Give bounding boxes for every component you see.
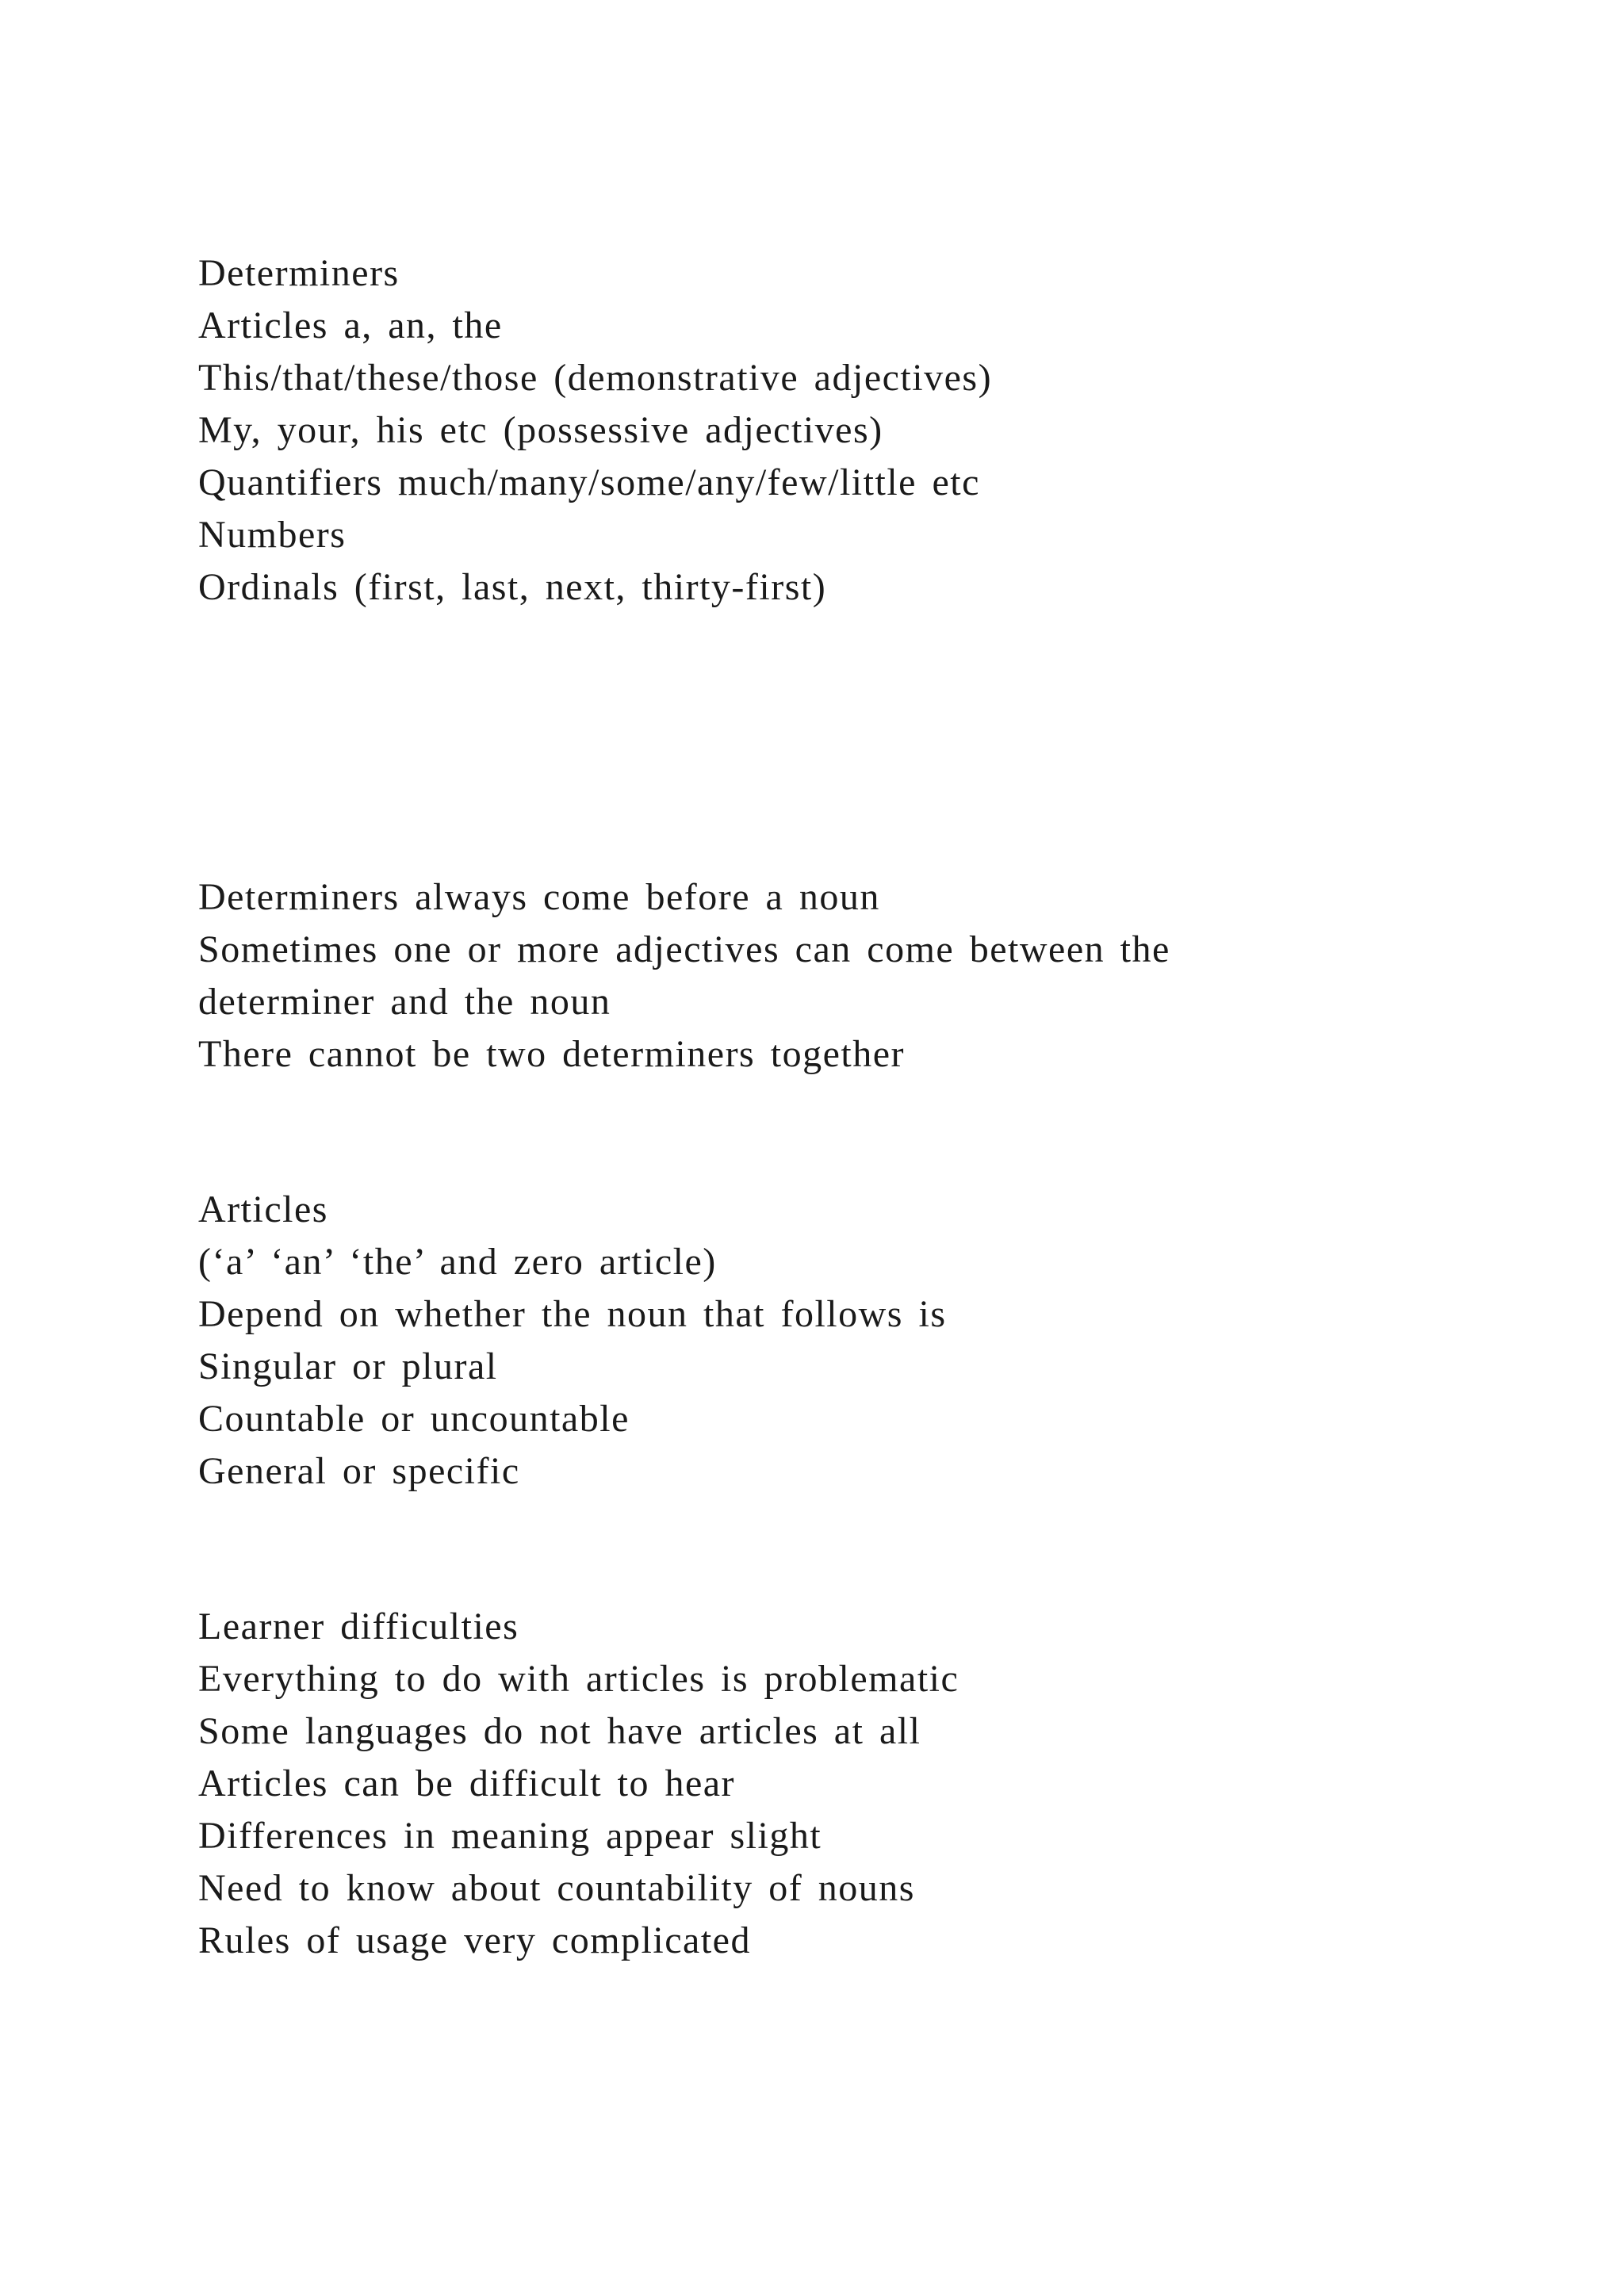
text-line: Countable or uncountable bbox=[198, 1398, 630, 1440]
text-line: Numbers bbox=[198, 514, 347, 556]
section-heading-learner-difficulties: Learner difficulties bbox=[198, 1605, 519, 1647]
text-line: My, your, his etc (possessive adjectives) bbox=[198, 409, 883, 451]
section-heading-articles: Articles bbox=[198, 1188, 328, 1230]
text-line: Depend on whether the noun that follows is bbox=[198, 1293, 947, 1335]
determiner-rules-section bbox=[198, 871, 1170, 1081]
text-line: Quantifiers much/many/some/any/few/little etc bbox=[198, 461, 980, 503]
text-line: Articles a, an, the bbox=[198, 304, 503, 346]
text-line: Need to know about countability of nouns bbox=[198, 1867, 915, 1909]
text-line: There cannot be two determiners together bbox=[198, 1033, 905, 1075]
text-line: Sometimes one or more adjectives can come between the bbox=[198, 928, 1170, 970]
text-line: Everything to do with articles is problematic bbox=[198, 1658, 959, 1700]
text-line: This/that/these/those (demonstrative adjectives) bbox=[198, 357, 993, 399]
text-line: Some languages do not have articles at all bbox=[198, 1710, 921, 1752]
text-line: Ordinals (first, last, next, thirty-first) bbox=[198, 566, 827, 608]
text-line: Articles can be difficult to hear bbox=[198, 1762, 736, 1804]
text-line: Differences in meaning appear slight bbox=[198, 1815, 822, 1857]
determiners-list-section bbox=[198, 247, 992, 614]
text-line: Rules of usage very complicated bbox=[198, 1919, 751, 1961]
text-line: (‘a’ ‘an’ ‘the’ and zero article) bbox=[198, 1241, 717, 1283]
articles-section bbox=[198, 1184, 947, 1498]
text-line: General or specific bbox=[198, 1450, 520, 1492]
text-line: Singular or plural bbox=[198, 1345, 498, 1387]
learner-difficulties-section bbox=[198, 1601, 959, 1967]
text-line: Determiners always come before a noun bbox=[198, 876, 880, 918]
text-line: determiner and the noun bbox=[198, 981, 611, 1023]
section-heading-determiners: Determiners bbox=[198, 252, 400, 294]
